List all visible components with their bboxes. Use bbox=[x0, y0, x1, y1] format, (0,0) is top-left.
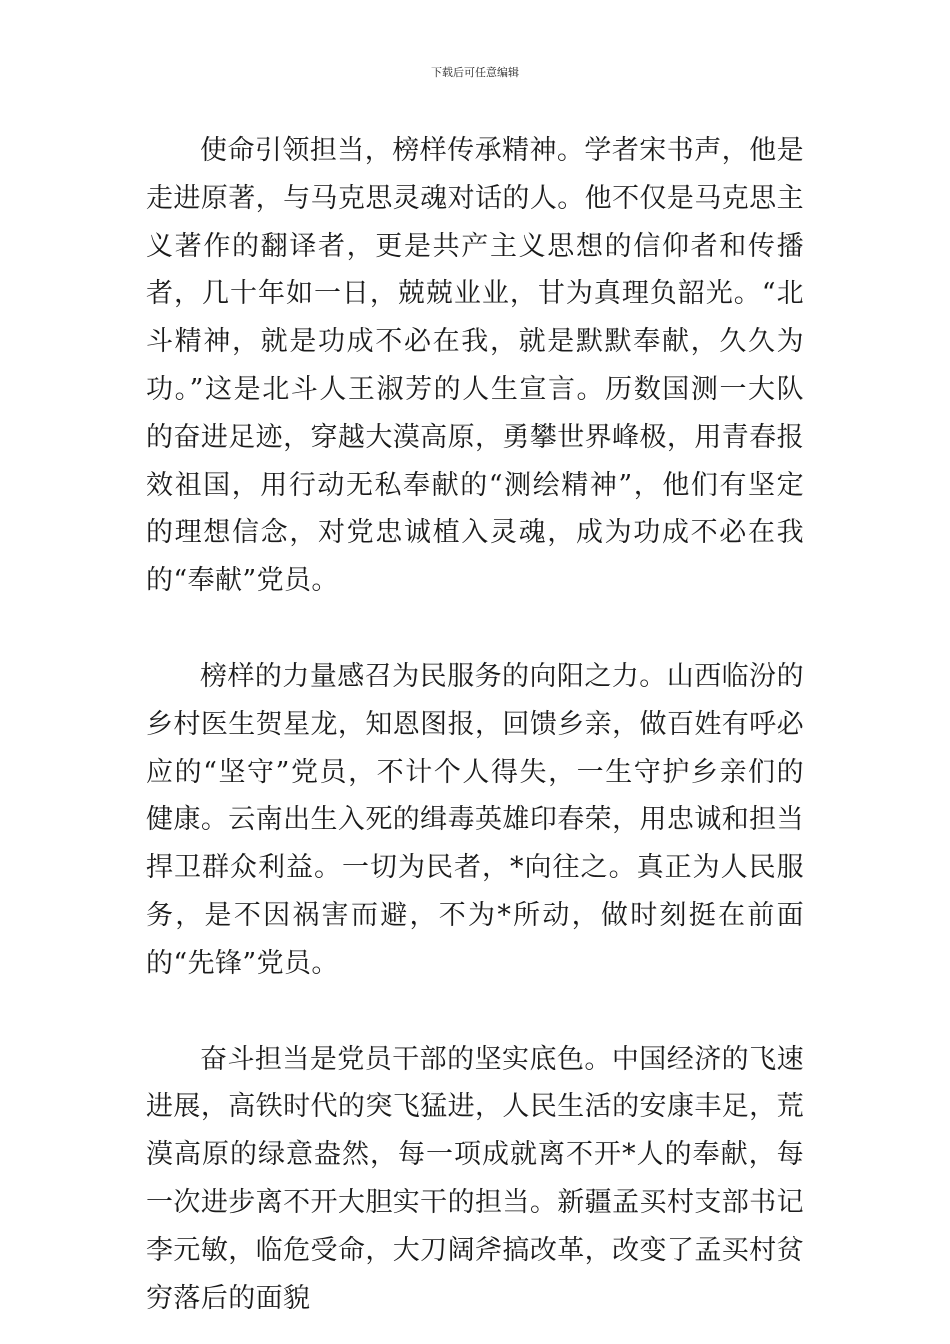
page-header: 下载后可任意编辑 bbox=[431, 66, 519, 79]
paragraph-3: 奋斗担当是党员干部的坚实底色。中国经济的飞速进展，高铁时代的突飞猛进，人民生活的安康丰足，荒漠高原的绿意盎然，每一项成就离不开*人的奉献，每一次进步离不开大胆实干的担当。新疆孟买村支部书记李元敏，临危受命，大刀阔斧搞改革，改变了孟买村贫穷落后的面貌 bbox=[146, 1043, 804, 1314]
paragraph-2: 榜样的力量感召为民服务的向阳之力。山西临汾的乡村医生贺星龙，知恩图报，回馈乡亲，做百姓有呼必应的“坚守”党员，不计个人得失，一生守护乡亲们的健康。云南出生入死的缉毒英雄印春荣，用忠诚和担当捍卫群众利益。一切为民者，*向往之。真正为人民服务，是不因祸害而避，不为*所动，做时刻挺在前面的“先锋”党员。 bbox=[146, 660, 804, 979]
document-body bbox=[146, 127, 804, 1322]
paragraph-1: 使命引领担当，榜样传承精神。学者宋书声，他是走进原著，与马克思灵魂对话的人。他不仅是马克思主义著作的翻译者，更是共产主义思想的信仰者和传播者，几十年如一日，兢兢业业，甘为真理负韶光。“北斗精神，就是功成不必在我，就是默默奉献，久久为功。”这是北斗人王淑芳的人生宣言。历数国测一大队的奋进足迹，穿越大漠高原，勇攀世界峰极，用青春报效祖国，用行动无私奉献的“测绘精神”，他们有坚定的理想信念，对党忠诚植入灵魂，成为功成不必在我的“奉献”党员。 bbox=[146, 135, 804, 597]
